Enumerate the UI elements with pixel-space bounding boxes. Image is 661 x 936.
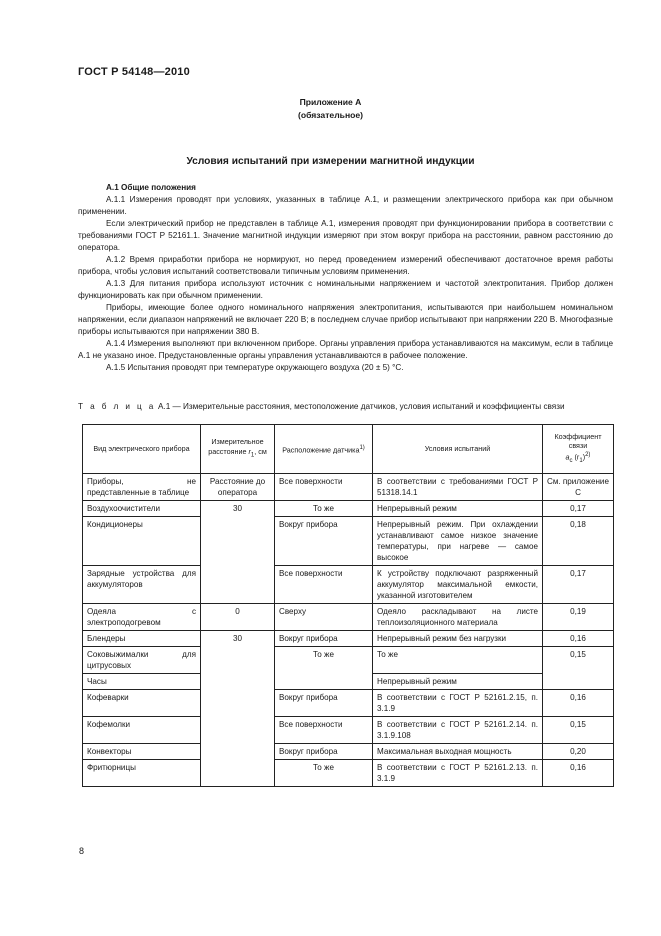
- cell-sensor: Вокруг прибора: [275, 744, 373, 760]
- cell-distance-group: 30: [201, 631, 275, 787]
- table-caption: [78, 401, 613, 413]
- cell-coefficient-merged: 0,15: [543, 647, 614, 690]
- test-conditions-table: [82, 424, 614, 787]
- cell-sensor: Все поверхности: [275, 474, 373, 501]
- cell-device: Кофеварки: [83, 690, 201, 717]
- cell-coefficient: 0,20: [543, 744, 614, 760]
- cell-sensor: Вокруг прибора: [275, 631, 373, 647]
- cell-conditions: Максимальная выходная мощность: [373, 744, 543, 760]
- cell-sensor: Все поверхности: [275, 566, 373, 604]
- table-row: [83, 744, 614, 760]
- cell-coefficient: 0,17: [543, 501, 614, 517]
- header-device: Вид электрического прибора: [83, 425, 201, 474]
- table-row: [83, 474, 614, 501]
- cell-distance-group: 30: [201, 501, 275, 604]
- table-row: [83, 690, 614, 717]
- cell-coefficient: 0,16: [543, 760, 614, 787]
- table-row: [83, 631, 614, 647]
- annex-title: Приложение А: [299, 97, 362, 107]
- table-caption-label: Т а б л и ц а: [78, 402, 156, 411]
- paragraph: Если электрический прибор не представлен в таблице А.1, измерения проводят при функционировании прибора в соответствии с требованиями ГОСТ Р 52161.1. Значение магнитной индукции измеряют при этом вокруг прибора на расстоянии, равном расстоянию до оператора.: [78, 219, 613, 252]
- paragraph: Приборы, имеющие более одного номинального напряжения электропитания, испытываются при наибольшем номинальном напряжении, если диапазон напряжений не включает 220 В; в последнем случае прибор испытывают при напряжении 220 В. Многофазные приборы испытываются при напряжении 380 В.: [78, 303, 613, 336]
- cell-device: Зарядные устройства для аккумуляторов: [83, 566, 201, 604]
- cell-device: Соковыжималки для цитрусовых: [83, 647, 201, 674]
- cell-conditions: В соответствии с ГОСТ Р 52161.2.13. п. 3.1.9: [373, 760, 543, 787]
- cell-device: Воздухоочистители: [83, 501, 201, 517]
- cell-sensor: Вокруг прибора: [275, 517, 373, 566]
- cell-distance: 0: [201, 604, 275, 631]
- cell-device: Конвекторы: [83, 744, 201, 760]
- cell-conditions: В соответствии с ГОСТ Р 52161.2.14. п. 3.1.9.108: [373, 717, 543, 744]
- section-title: Условия испытаний при измерении магнитной индукции: [186, 156, 475, 167]
- header-coefficient: Коэффициент связи $a_c$ $(r_1)^{2)}$: [543, 425, 614, 474]
- table-row: [83, 517, 614, 566]
- header-distance: Измерительное расстояние $r_1$, см: [201, 425, 275, 474]
- table-row: [83, 760, 614, 787]
- cell-coefficient: 0,16: [543, 690, 614, 717]
- cell-conditions: Одеяло раскладывают на листе теплоизоляционного материала: [373, 604, 543, 631]
- table-row: [83, 647, 614, 674]
- cell-device: Часы: [83, 674, 201, 690]
- cell-conditions: В соответствии с требованиями ГОСТ Р 51318.14.1: [373, 474, 543, 501]
- cell-coefficient: 0,16: [543, 631, 614, 647]
- subsection-heading: А.1 Общие положения: [106, 183, 196, 192]
- cell-device: Кофемолки: [83, 717, 201, 744]
- annex-heading: [0, 96, 661, 122]
- paragraph: А.1.5 Испытания проводят при температуре окружающего воздуха (20 ± 5) °С.: [106, 363, 404, 372]
- paragraph: А.1.3 Для питания прибора используют источник с номинальными напряжением и частотой электропитания. Прибор должен функционировать как при обычном применении.: [78, 279, 613, 300]
- document-code-header: ГОСТ Р 54148—2010: [78, 66, 190, 78]
- cell-coefficient: 0,18: [543, 517, 614, 566]
- cell-coefficient: 0,19: [543, 604, 614, 631]
- cell-coefficient: 0,15: [543, 717, 614, 744]
- cell-device: Блендеры: [83, 631, 201, 647]
- table-row: [83, 566, 614, 604]
- cell-device: Фритюрницы: [83, 760, 201, 787]
- cell-sensor: То же: [275, 760, 373, 787]
- page-number: 8: [79, 846, 85, 856]
- cell-sensor: Все поверхности: [275, 717, 373, 744]
- cell-conditions: Непрерывный режим: [373, 674, 543, 690]
- table-row: [83, 717, 614, 744]
- cell-coefficient: 0,17: [543, 566, 614, 604]
- cell-conditions: Непрерывный режим. При охлаждении устанавливают самое низкое значение температуры, при нагреве — самое высокое: [373, 517, 543, 566]
- table-header-row: [83, 425, 614, 474]
- cell-conditions: К устройству подключают разряженный аккумулятор максимальной емкости, указанной изготовителем: [373, 566, 543, 604]
- header-conditions: Условия испытаний: [373, 425, 543, 474]
- paragraph: А.1.4 Измерения выполняют при включенном приборе. Органы управления прибора устанавливаются на максимум, если в таблице А.1 не указано иное. Предустановленные органы управления устанавливаются в рабочее положение.: [78, 339, 613, 360]
- annex-status: (обязательное): [297, 110, 364, 120]
- cell-sensor: Сверху: [275, 604, 373, 631]
- cell-coefficient: См. приложение С: [543, 474, 614, 501]
- cell-sensor-merged: То же: [275, 647, 373, 690]
- paragraph: А.1.2 Время приработки прибора не нормируют, но перед проведением измерений обеспечивают достаточное время работы прибора, чтобы условия испытаний соответствовали типичным условиям применения.: [78, 255, 613, 276]
- header-sensor: Расположение датчика$^{1)}$: [275, 425, 373, 474]
- cell-distance: Расстояние до оператора: [201, 474, 275, 501]
- table-caption-text: А.1 — Измерительные расстояния, местоположение датчиков, условия испытаний и коэффициенты связи: [155, 402, 565, 411]
- cell-device: Приборы, не представленные в таблице: [83, 474, 201, 501]
- cell-conditions: То же: [373, 647, 543, 674]
- cell-conditions: Непрерывный режим: [373, 501, 543, 517]
- cell-sensor: То же: [275, 501, 373, 517]
- cell-device: Кондиционеры: [83, 517, 201, 566]
- body-text: [78, 182, 613, 374]
- table-row: [83, 604, 614, 631]
- cell-device: Одеяла с электроподогревом: [83, 604, 201, 631]
- paragraph: А.1.1 Измерения проводят при условиях, указанных в таблице А.1, и размещении электрического прибора как при обычном применении.: [78, 195, 613, 216]
- cell-conditions: Непрерывный режим без нагрузки: [373, 631, 543, 647]
- cell-sensor: Вокруг прибора: [275, 690, 373, 717]
- table-row: [83, 501, 614, 517]
- cell-conditions: В соответствии с ГОСТ Р 52161.2.15, п. 3.1.9: [373, 690, 543, 717]
